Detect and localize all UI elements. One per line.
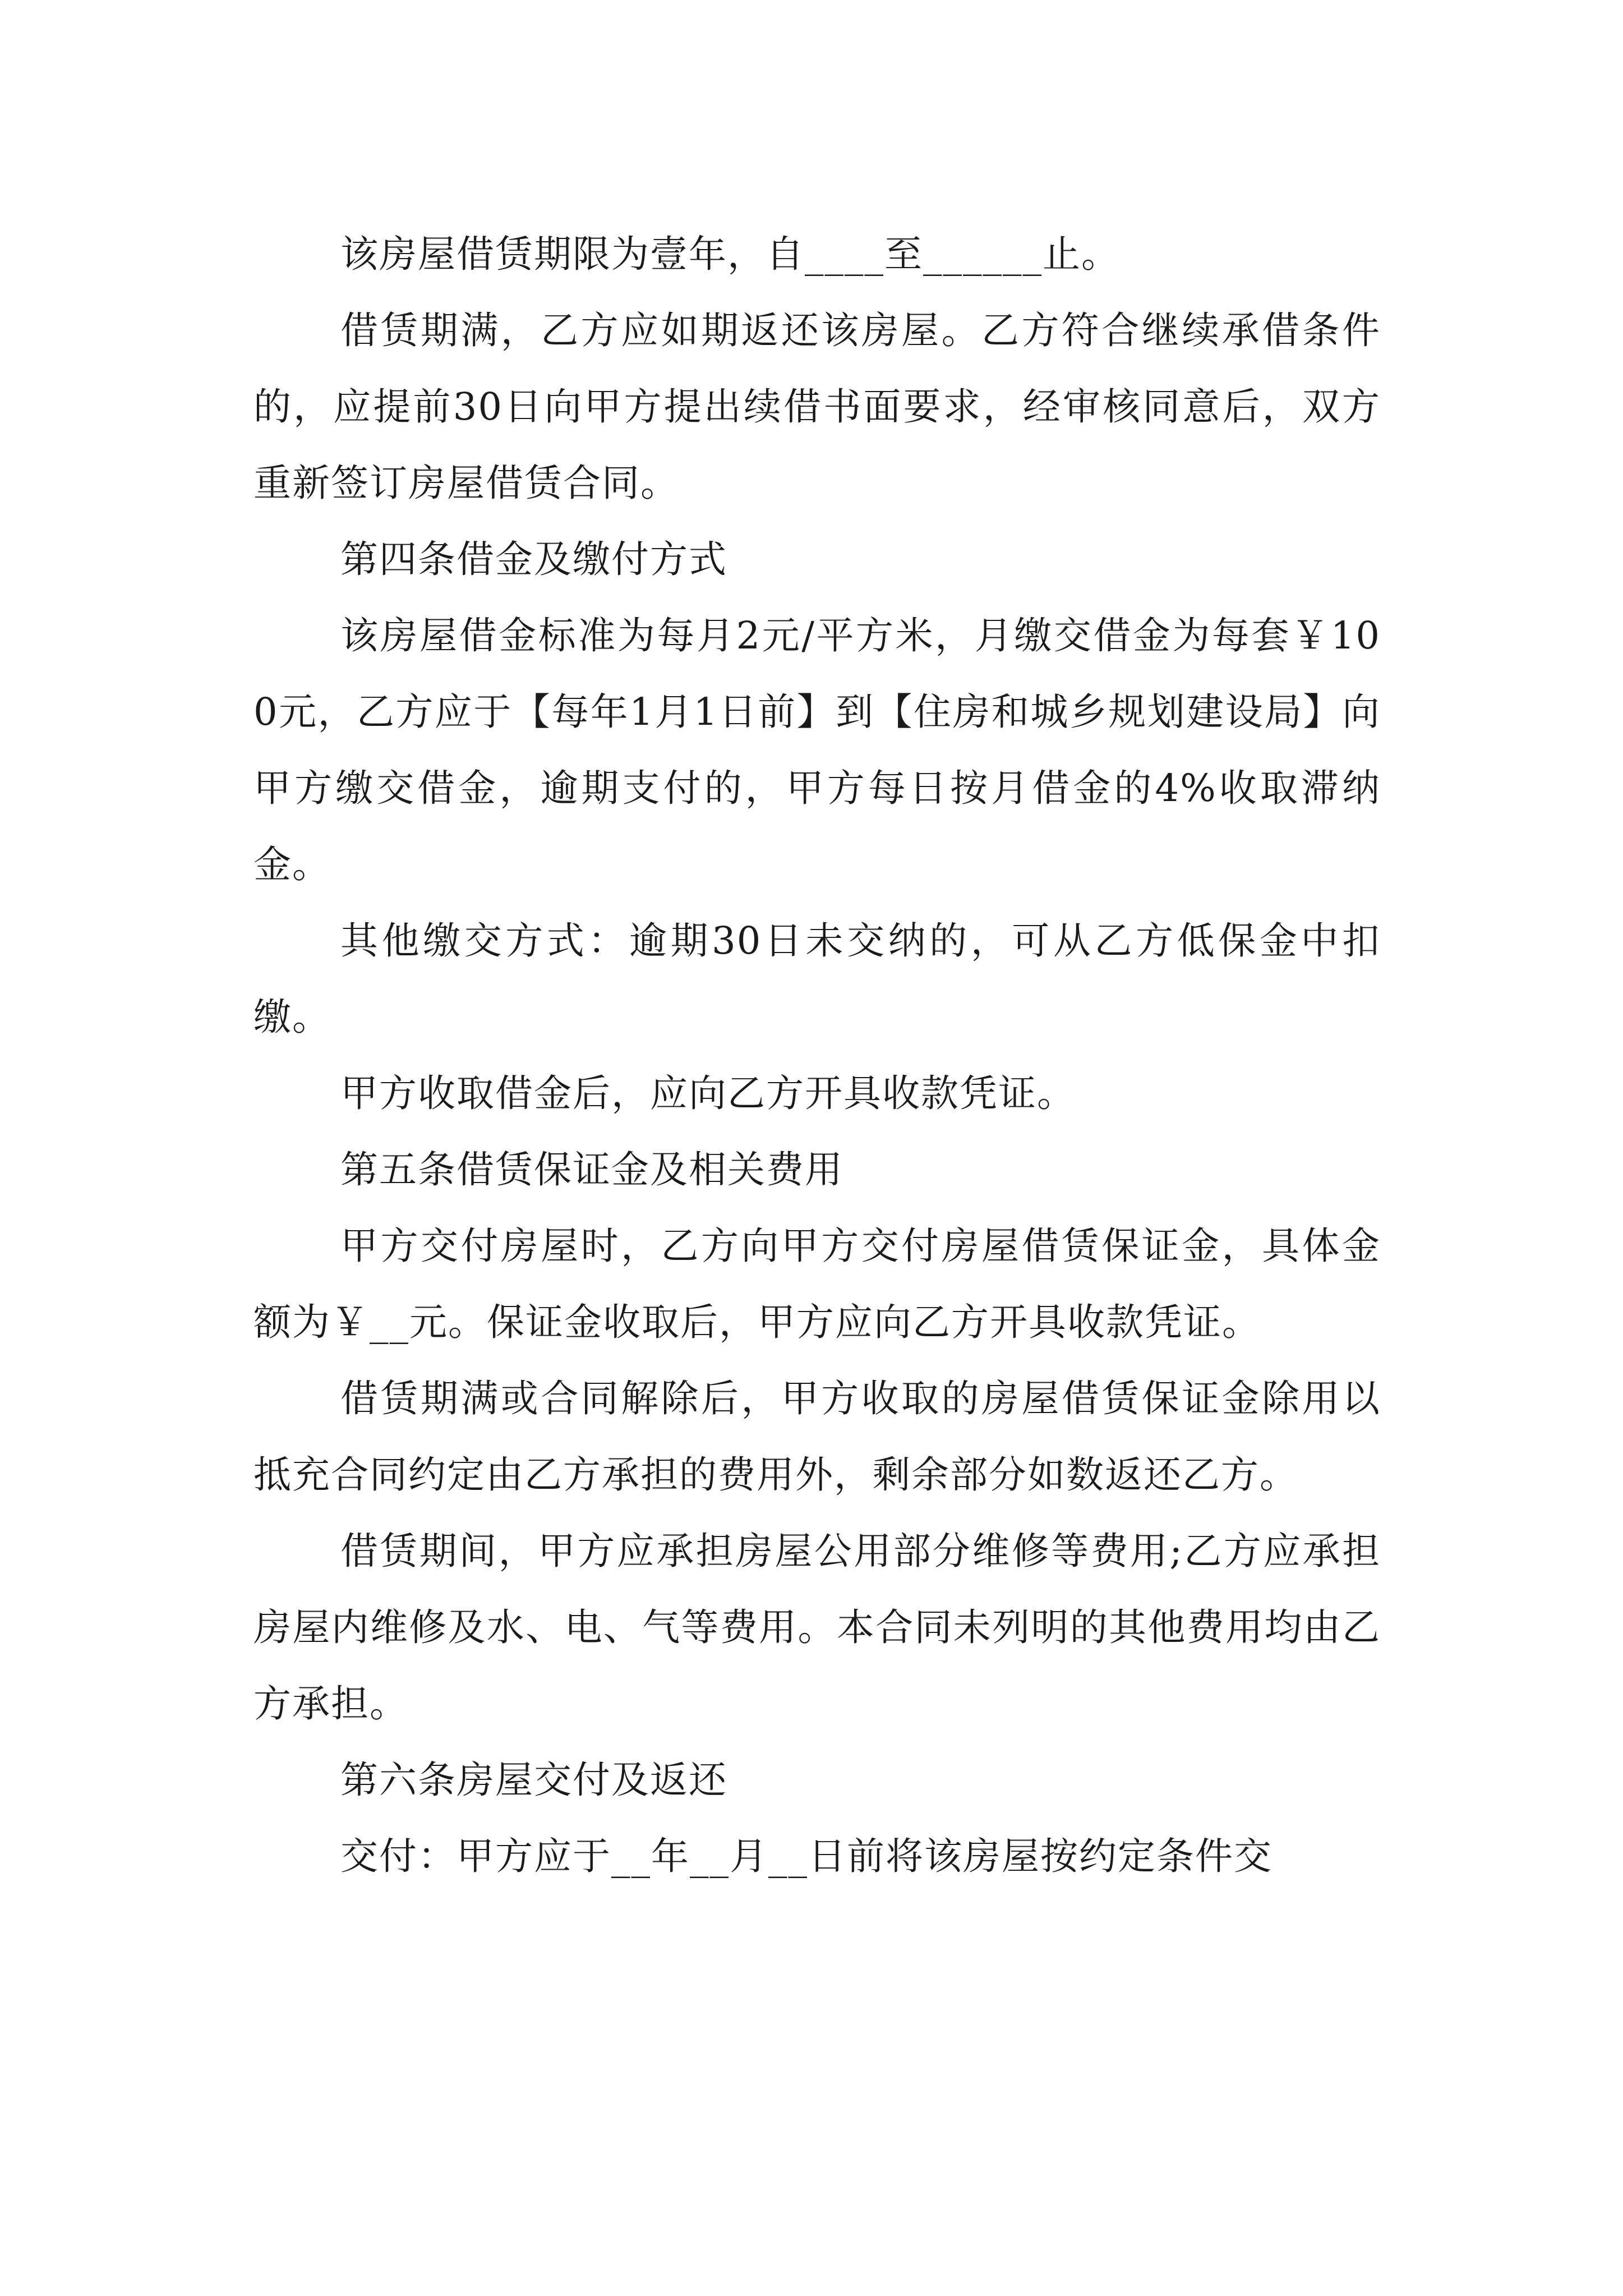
paragraph-other-payment: 其他缴交方式：逾期30日未交纳的，可从乙方低保金中扣缴。: [253, 919, 1381, 1039]
paragraph-delivery: 交付：甲方应于__年__月__日前将该房屋按约定条件交: [340, 1834, 1272, 1878]
paragraph-expenses: 借赁期间，甲方应承担房屋公用部分维修等费用;乙方应承担房屋内维修及水、电、气等费用。本合同未列明的其他费用均由乙方承担。: [253, 1529, 1381, 1726]
paragraph-lease-expiry: 借赁期满，乙方应如期返还该房屋。乙方符合继续承借条件的，应提前30日向甲方提出续借书面要求，经审核同意后，双方重新签订房屋借赁合同。: [253, 309, 1381, 505]
paragraph-lease-term: 该房屋借赁期限为壹年，自____至______止。: [340, 232, 1120, 276]
paragraph-receipt: 甲方收取借金后，应向乙方开具收款凭证。: [340, 1071, 1076, 1115]
document-body: [253, 216, 1381, 1894]
paragraph-rent-standard: 该房屋借金标准为每月2元/平方米，月缴交借金为每套￥100元，乙方应于【每年1月1日前】到【住房和城乡规划建设局】向甲方缴交借金，逾期支付的，甲方每日按月借金的4%收取滞纳金。: [253, 614, 1381, 886]
paragraph-deposit-return: 借赁期满或合同解除后，甲方收取的房屋借赁保证金除用以抵充合同约定由乙方承担的费用外，剩余部分如数返还乙方。: [253, 1377, 1381, 1497]
section-heading-article-6: 第六条房屋交付及返还: [340, 1758, 727, 1802]
section-heading-article-4: 第四条借金及缴付方式: [340, 537, 727, 581]
section-heading-article-5: 第五条借赁保证金及相关费用: [340, 1148, 843, 1191]
paragraph-deposit: 甲方交付房屋时，乙方向甲方交付房屋借赁保证金，具体金额为￥__元。保证金收取后，甲方应向乙方开具收款凭证。: [253, 1224, 1381, 1344]
